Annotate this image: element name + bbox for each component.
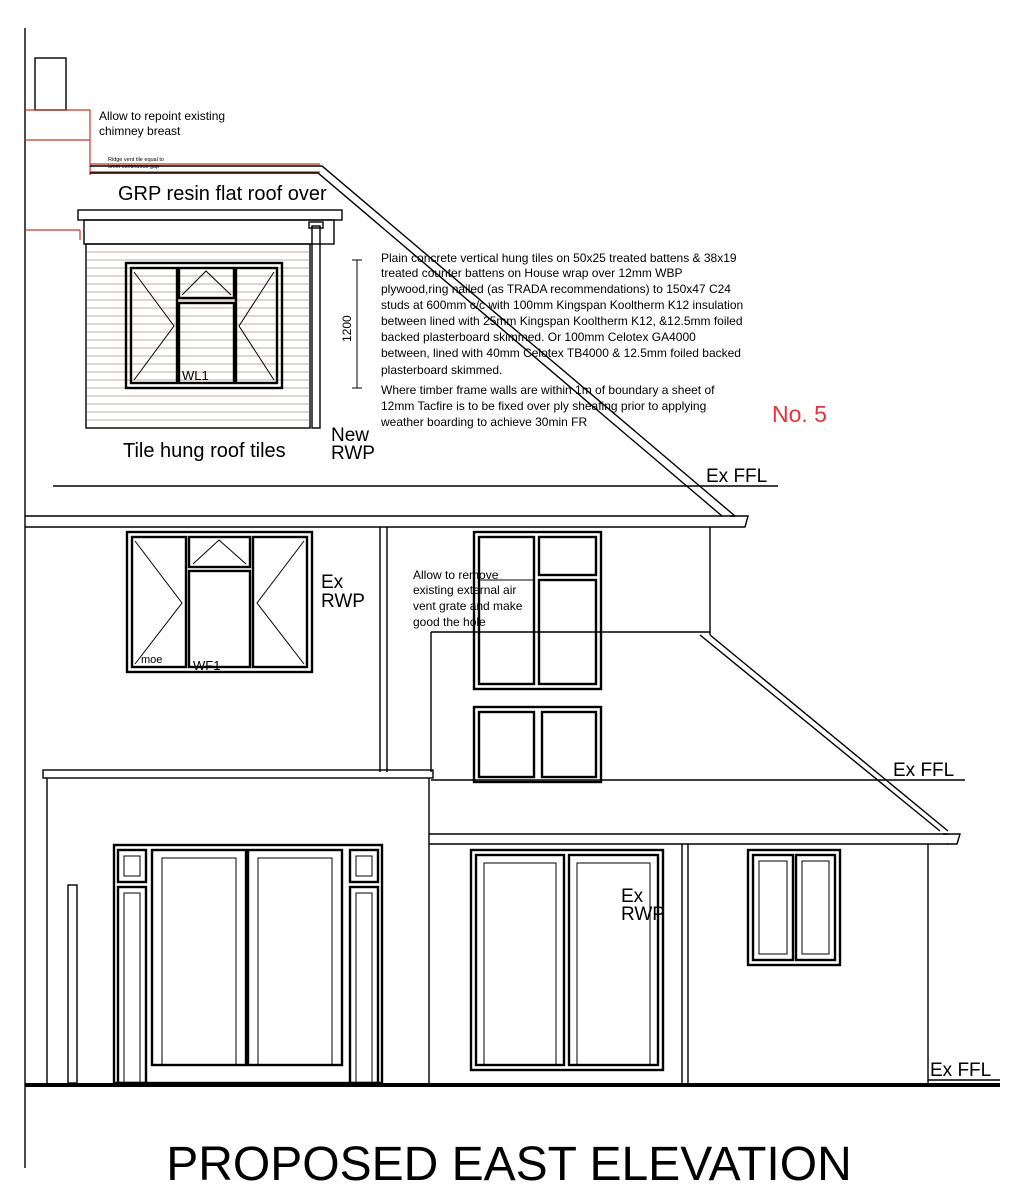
right-bifold-doors [471, 850, 663, 1070]
fire-note-line: weather boarding to achieve 30min FR [381, 415, 588, 429]
spec-note-line: backed plasterboard skimmed. Or 100mm Celotex GA4000 [381, 330, 696, 344]
spec-note [381, 251, 743, 377]
new-rwp-label-2: RWP [331, 443, 375, 464]
rear-eaves [429, 834, 960, 1083]
landing-window [474, 707, 601, 782]
chimney-note-line-2: chimney breast [99, 124, 181, 138]
dormer [78, 210, 342, 428]
dimension-1200-label: 1200 [340, 315, 354, 342]
vent-note-line: good the hole [413, 615, 486, 629]
chimney [25, 58, 90, 240]
new-rwp-pipe [312, 226, 320, 428]
fire-note-line: 12mm Tacfire is to be fixed over ply sheafing prior to applying [381, 399, 707, 413]
window-wf1 [127, 532, 312, 672]
spec-note-line: plywood,ring nailed (as TRADA recommendations) to 150x47 C24 [381, 282, 731, 296]
ex-rwp-label-1: Ex [321, 572, 344, 593]
vent-note-line: Allow to remove [413, 568, 499, 582]
spec-note-line: treated counter battens on House wrap over 12mm WBP [381, 266, 683, 280]
spec-note-line: between, lined with 40mm Celotex TB4000 & 12.5mm foiled backed [381, 346, 741, 360]
left-bifold-doors [114, 845, 382, 1083]
side-roof [700, 635, 948, 831]
ridge-note-line-1: Ridge vent tile equal to [108, 157, 164, 163]
spec-note-line: Plain concrete vertical hung tiles on 50x25 treated battens & 38x19 [381, 251, 737, 265]
moe-label: moe [141, 654, 163, 666]
chimney-note-line-1: Allow to repoint existing [99, 109, 226, 123]
flat-roof-label: GRP resin flat roof over [118, 183, 327, 205]
ex-ffl-label-2: Ex FFL [893, 760, 955, 781]
ex-ffl-label-1: Ex FFL [706, 466, 768, 487]
kitchen-window [748, 850, 840, 965]
vent-note-line: existing external air [413, 583, 517, 597]
window-wf1-label: WF1 [193, 658, 221, 673]
vent-note-line: vent grate and make [413, 599, 523, 613]
spec-note-line: between lined with 25mm Kingspan Kooltherm K12, &12.5mm foiled [381, 314, 743, 328]
drawing-title: PROPOSED EAST ELEVATION [166, 1138, 852, 1191]
window-wl1-label: WL1 [182, 368, 209, 383]
spec-note-line: plasterboard skimmed. [381, 363, 503, 377]
main-eaves [25, 516, 748, 527]
ex-rwp-label-b2: RWP [621, 904, 665, 925]
new-rwp-label-1: New [331, 425, 370, 446]
ridge-note-line-2: 5mm continuous gap [108, 164, 160, 170]
ex-rwp-label-2: RWP [321, 591, 365, 612]
tile-hung-label: Tile hung roof tiles [123, 440, 286, 462]
drawing-number: No. 5 [772, 401, 827, 427]
ex-rwp-label-b1: Ex [621, 886, 644, 907]
first-floor-walls [380, 527, 710, 772]
fire-note-line: Where timber frame walls are within 1m of boundary a sheet of [381, 383, 715, 397]
ground-floor-roof [43, 770, 433, 1083]
spec-note-line: studs at 600mm c/c with 100mm Kingspan Kooltherm K12 insulation [381, 298, 744, 312]
ex-ffl-label-3: Ex FFL [930, 1060, 992, 1081]
fire-note [380, 383, 715, 429]
rwp-pipe-left [68, 885, 77, 1083]
